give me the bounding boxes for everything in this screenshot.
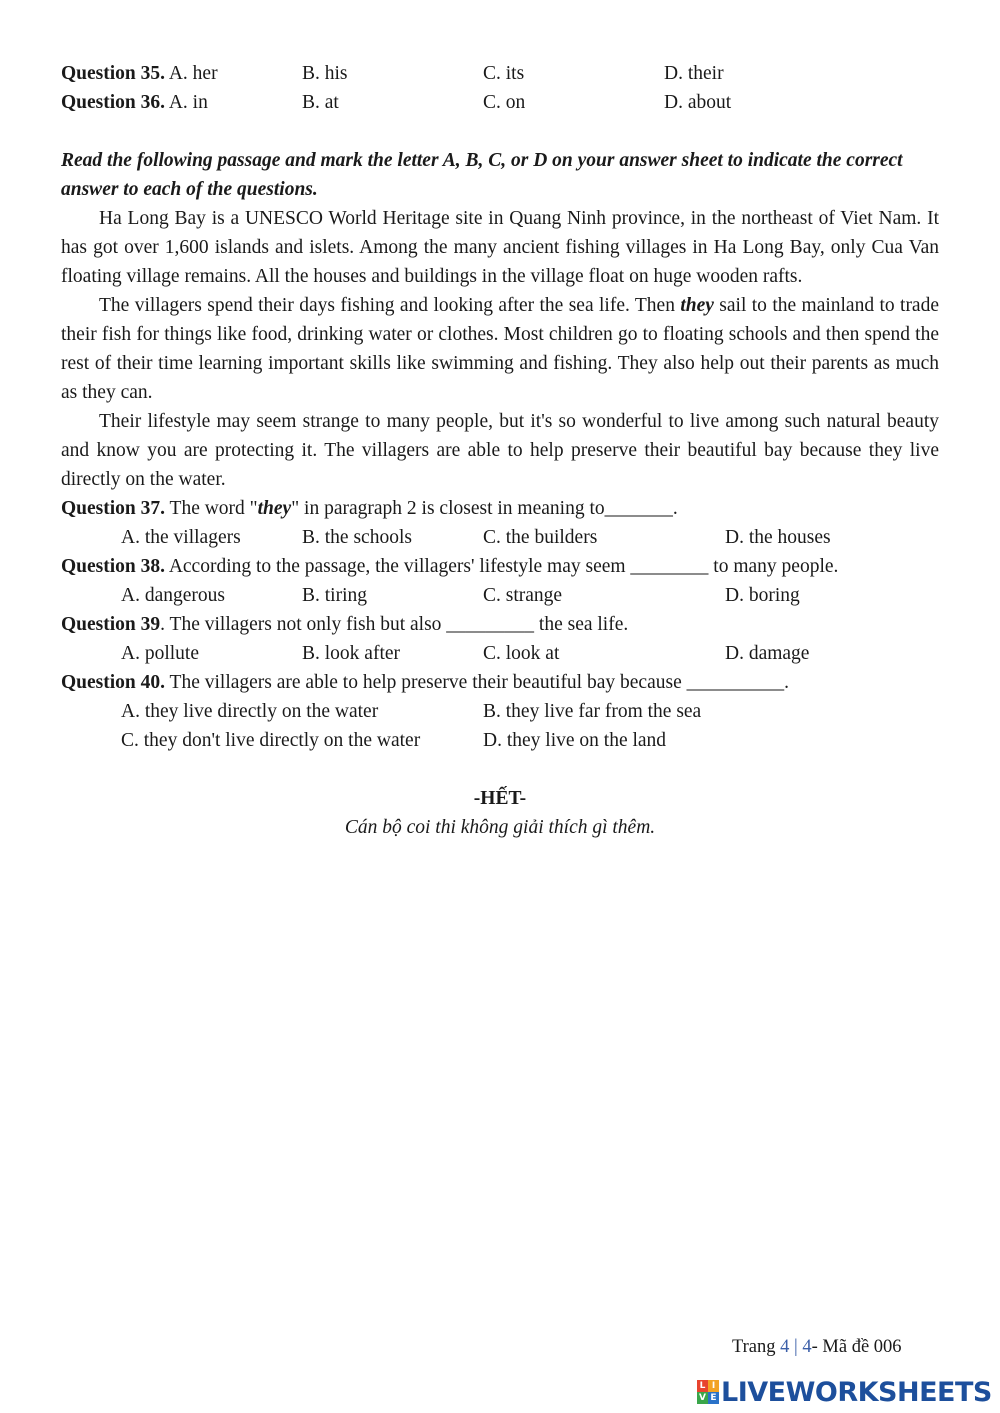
option-d: D. their xyxy=(664,63,724,84)
option-c: C. its xyxy=(483,63,525,84)
option-d: D. boring xyxy=(725,585,800,606)
question-40-stem: Question 40. The villagers are able to help preserve their beautiful bay because __________. xyxy=(61,672,789,693)
option-c: C. look at xyxy=(483,643,560,664)
end-marker: -HẾT- xyxy=(473,788,527,809)
highlighted-word: they xyxy=(680,295,714,316)
option-a: A. dangerous xyxy=(121,585,225,606)
question-40-options-cd xyxy=(61,726,939,755)
option-b: B. they live far from the sea xyxy=(483,701,702,722)
passage-paragraph-1: Ha Long Bay is a UNESCO World Heritage site in Quang Ninh province, in the northeast of Viet Nam. It has got over 1,600 islands and islets. Among the many ancient fishing villages in Ha Long Bay, only Cua Van floating village remains. All the houses and buildings in the village float on huge wooden rafts. xyxy=(61,208,939,287)
page-footer: Trang 4 | 4- Mã đề 006 xyxy=(732,1337,902,1357)
question-37-options xyxy=(61,523,939,552)
question-40-options-ab xyxy=(61,697,939,726)
option-d: D. about xyxy=(664,92,732,113)
option-d: D. damage xyxy=(725,643,810,664)
question-36-row xyxy=(61,88,939,117)
option-b: B. his xyxy=(302,63,348,84)
question-39-options xyxy=(61,639,939,668)
option-a: A. the villagers xyxy=(121,527,241,548)
option-b: B. the schools xyxy=(302,527,412,548)
question-38-stem: Question 38. According to the passage, the villagers' lifestyle may seem ________ to many people. xyxy=(61,556,839,577)
worksheet-page xyxy=(61,59,939,842)
page-number: 4 xyxy=(780,1337,790,1357)
option-a: A. pollute xyxy=(121,643,199,664)
liveworksheets-logo[interactable] xyxy=(697,1376,992,1408)
option-d: D. they live on the land xyxy=(483,730,667,751)
option-d: D. the houses xyxy=(725,527,831,548)
question-36-label: Question 36. xyxy=(61,92,166,113)
question-39-stem: Question 39. The villagers not only fish but also _________ the sea life. xyxy=(61,614,629,635)
option-b: B. tiring xyxy=(302,585,368,606)
option-c: C. they don't live directly on the water xyxy=(121,730,421,751)
option-a: A. her xyxy=(168,63,218,84)
option-c: C. strange xyxy=(483,585,563,606)
option-c: C. the builders xyxy=(483,527,598,548)
option-c: C. on xyxy=(483,92,526,113)
question-35-label: Question 35. xyxy=(61,63,166,84)
page-total: 4 xyxy=(802,1337,812,1357)
passage-paragraph-3: Their lifestyle may seem strange to many people, but it's so wonderful to live among such natural beauty and know you are protecting it. The villagers are able to help preserve their beautiful bay because they live directly on the water. xyxy=(61,411,939,490)
question-37-stem: Question 37. The word "they" in paragraph 2 is closest in meaning to_______. xyxy=(61,498,678,519)
option-b: B. look after xyxy=(302,643,401,664)
liveworksheets-wordmark: LIVEWORKSHEETS xyxy=(721,1376,992,1408)
option-b: B. at xyxy=(302,92,339,113)
exam-code: - Mã đề 006 xyxy=(811,1337,902,1357)
option-a: A. they live directly on the water xyxy=(121,701,379,722)
reading-instruction: Read the following passage and mark the letter A, B, C, or D on your answer sheet to indicate the correct answer to each of the questions. xyxy=(61,150,903,200)
question-35-row xyxy=(61,59,939,88)
end-of-test xyxy=(61,784,939,842)
liveworksheets-logo-icon: L I V E xyxy=(697,1380,719,1404)
proctor-note: Cán bộ coi thi không giải thích gì thêm. xyxy=(344,817,656,838)
option-a: A. in xyxy=(168,92,208,113)
question-38-options xyxy=(61,581,939,610)
passage-paragraph-2: The villagers spend their days fishing and looking after the sea life. Then they sail to the mainland to trade their fish for things like food, drinking water or clothes. Most children go to floating schools and then spend the rest of their time learning important skills like swimming and fishing. They also help out their parents as much as they can. xyxy=(61,295,939,403)
